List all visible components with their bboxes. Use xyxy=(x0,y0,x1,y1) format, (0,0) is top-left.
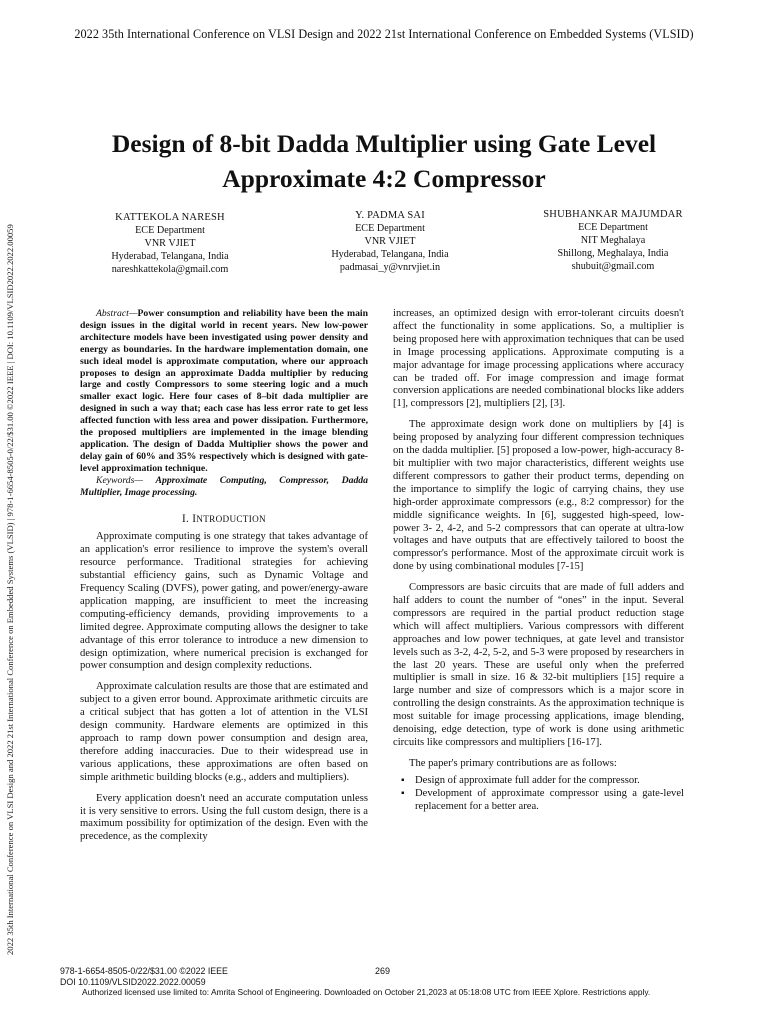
author-email: shubuit@gmail.com xyxy=(571,261,655,272)
keywords xyxy=(80,475,368,499)
author-dept: ECE Department xyxy=(578,222,648,233)
author-location: Shillong, Meghalaya, India xyxy=(557,248,669,259)
author-location: Hyderabad, Telangana, India xyxy=(331,249,449,260)
section-rest: NTRODUCTION xyxy=(196,513,266,524)
author-email: nareshkattekola@gmail.com xyxy=(111,264,229,275)
contributions-intro: The paper's primary contributions are as follows: xyxy=(409,757,617,769)
footer-isbn: 978-1-6654-8505-0/22/$31.00 ©2022 IEEE xyxy=(60,966,228,976)
intro-paragraph-1: Approximate computing is one strategy that takes advantage of an application's error resilience to improve the system's overall resource performance. Traditional strategies for achieving substantial efficiency gains, such as Dynamic Voltage and Frequency Scaling (DVFS), power gating, and power/energy-aware application mapping, are insufficient to meet the increasing computing-efficiency demands, providing improvements to a limited degree. Approximate computing allows the designer to take advantage of this error tolerance to introduce a new dimension to design optimization, where numerical precision is exchanged for power consumption and design complexity reductions. xyxy=(80,531,368,672)
abstract-body: Power consumption and reliability have been the main design issues in the digital world in recent years. New low-power architecture models have been investigated using power density and energy as boundaries. In the hardware implementation domain, one such ideal model is approximate computation, where our approach proposes to design an approximate Dadda multiplier by reducing large and costly Compressors to some steering logic and a much smaller exact logic. Here four cases of 8–bit dada multiplier are designed in such a way that; each case has less error rate to get less affected function with less area and power dissipation. Furthermore, the proposed multipliers are implemented in the image blending application. The design of Dadda Multiplier shows the power and delay gain of 60% and 35% respectively which is designed with gate-level approximation technique. xyxy=(80,308,368,474)
list-item: ▪ Development of approximate compressor using a gate-level replacement for a better area. xyxy=(405,788,684,814)
author-block-2 xyxy=(285,209,495,274)
section-heading-introduction xyxy=(80,513,368,526)
author-inst: VNR VJIET xyxy=(364,236,416,247)
keywords-body: Approximate Computing, Compressor, Dadda Multiplier, Image processing. xyxy=(80,474,368,498)
author-block-1 xyxy=(65,211,275,276)
abstract-lead: Abstract— xyxy=(96,308,138,319)
title-line-1: Design of 8-bit Dadda Multiplier using Gate Level xyxy=(111,129,657,158)
conference-header: 2022 35th International Conference on VLSI Design and 2022 21st International Conference on Embedded Systems (VLSID) xyxy=(74,27,694,41)
footer-doi: DOI 10.1109/VLSID2022.2022.00059 xyxy=(60,976,206,987)
author-name: SHUBHANKAR MAJUMDAR xyxy=(543,209,683,220)
license-notice: Authorized licensed use limited to: Amrita School of Engineering. Downloaded on October 21,2023 at 05:18:08 UTC from IEEE Xplore. Restrictions apply. xyxy=(82,987,651,997)
author-name: KATTEKOLA NARESH xyxy=(115,212,225,223)
page-number: 269 xyxy=(375,966,391,976)
author-dept: ECE Department xyxy=(135,225,205,236)
abstract xyxy=(80,308,368,475)
author-inst: NIT Meghalaya xyxy=(580,235,646,246)
intro-paragraph-3: Every application doesn't need an accurate computation unless it is very sensitive to errors. Using the full custom design, there is a maximum possibility for optimization of the design. Even with the precedence, as the complexity xyxy=(80,792,368,843)
side-citation-strip: 2022 35th International Conference on VLSI Design and 2022 21st International Conference on Embedded Systems (VLSID) | 978-1-6654-8505-0/22/$31.00 ©2022 IEEE | DOI: 10.1109/VLSID2022.2022.00059 xyxy=(5,224,15,955)
intro-paragraph-2: Approximate calculation results are those that are estimated and subject to a given error bound. Approximate arithmetic circuits are a critical subject that has gotten a lot of attention in the VLSI design community. Hardware elements are optimized in this approach to ramp down power consumption and design area, therefore adding inaccuracies. Due to their widespread use in various applications, these approximations are often based on simple arithmetic building blocks (e.g., adders and multipliers). xyxy=(80,681,368,783)
author-inst: VNR VJIET xyxy=(144,238,196,249)
author-name: Y. PADMA SAI xyxy=(355,210,425,221)
left-column xyxy=(80,308,368,844)
keywords-lead: Keywords— xyxy=(96,474,156,486)
right-paragraph-3: Compressors are basic circuits that are made of full adders and half adders to count the number of “ones” in the input. Several compressors are required in the partial product reduction stage which will affect multipliers. Various compressors with different approaches and low power techniques, at gate level and transistor levels such as 3-2, 4-2, 5-2, and 5-3 were proposed by researchers in the last 20 years. These are useful only when the preferred multiplier is small in size. 16 & 32-bit multipliers [15] require a large number and size of compressors which is a major score in controlling the design constraints. As the approximation technique is most suitable for image processing applications, image blending, denoising, edge detection, type of work is done using arithmetic circuits like compressors and multipliers [16-17]. xyxy=(393,582,684,748)
section-initial: I xyxy=(192,512,197,525)
contributions-list xyxy=(393,775,684,814)
author-location: Hyderabad, Telangana, India xyxy=(111,251,229,262)
right-paragraph-1: increases, an optimized design with error-tolerant circuits doesn't affect the functionality in some applications. So, a multiplier is being proposed here with approximation techniques that can be used in Image processing applications. Approximate computing is a major advantage for image processing applications where accuracy can be traded off. For image compression and image format conversion applications are needed combinational blocks like adders [1], compressors [2], multipliers [2], [3]. xyxy=(393,308,684,410)
author-dept: ECE Department xyxy=(355,223,425,234)
paper-title xyxy=(40,126,728,196)
right-paragraph-2: The approximate design work done on multipliers by [4] is being proposed by analyzing four different compression techniques on the dadda multiplier. [5] proposed a low-power, high-accuracy 8-bit multiplier with two major characteristics, different weights use different compressors to gather their product terms, depending on the importance to simplify the logic of carrying chains, they use high-order approximate compressors (e.g., 8:2 compressor) for the middle significance weights. In [6], suggested high-speed, low-power 3- 2, 4-2, and 5-2 compressors that can operate at ultra-low voltages and have outputs that are effectively tailored to boost the compressor's performance. Most of the approximate circuit work is done by using combinational modules [7-15] xyxy=(393,419,684,573)
author-block-3 xyxy=(508,208,718,273)
title-line-2: Approximate 4:2 Compressor xyxy=(222,164,546,193)
list-item: ▪ Design of approximate full adder for the compressor. xyxy=(405,775,684,788)
copyright-footer xyxy=(60,966,228,987)
author-email: padmasai_y@vnrvjiet.in xyxy=(339,262,441,273)
section-number: I. xyxy=(182,512,193,525)
right-column xyxy=(393,308,684,814)
